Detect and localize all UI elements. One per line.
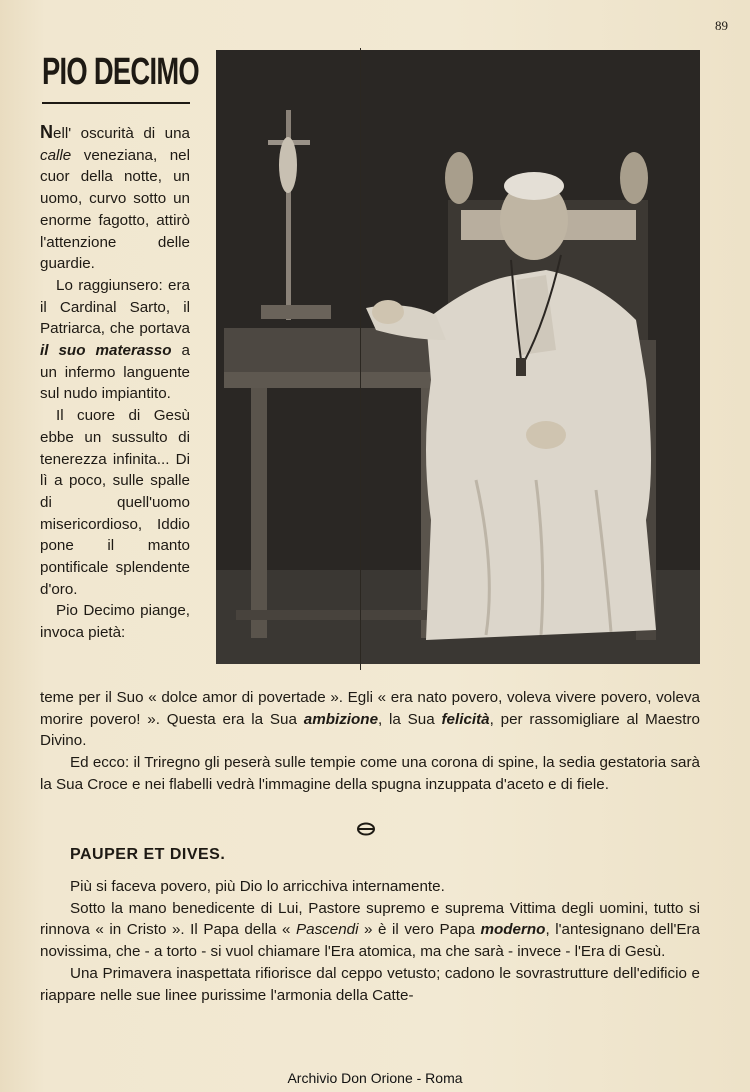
paragraph-3: Il cuore di Gesù ebbe un sussulto di tenerezza infinita... Di lì a poco, sulle spalle di quell'uomo misericordioso, Iddio pone il manto pontificale splendente d'oro. [40, 407, 190, 598]
narrow-column-text [40, 122, 190, 644]
paragraph-5: Ed ecco: il Triregno gli peserà sulle tempie come una corona di spine, la sedia gestatoria sarà la Sua Croce e nei flabelli vedrà l'immagine della spugna inzuppata d'aceto e di fiele. [40, 754, 700, 793]
paragraph-4-start: Pio Decimo piange, invoca pietà: [40, 602, 190, 642]
drop-cap: N [40, 122, 53, 142]
title-underline [42, 102, 190, 104]
page-number: 89 [715, 18, 728, 33]
full-width-text-upper [40, 687, 700, 796]
paragraph-8: Una Primavera inaspettata rifiorisce dal ceppo vetusto; cadono le sovrastrutture dell'edificio e riappare nelle sue linee purissime l'armonia della Catte- [40, 964, 700, 1004]
paragraph-7: Sotto la mano benedicente di Lui, Pastore supremo e suprema Vittima degli uomini, tutto si rinnova « in Cristo ». Il Papa della « Pascendi » è il vero Papa moderno, l'antesignano dell'Era novissima, che - a torto - si vuol chiamare l'Era atomica, ma che sarà - invece - l'Era di Gesù. [40, 899, 700, 961]
section-ornament-icon [356, 822, 376, 836]
scan-fold-line [360, 48, 361, 670]
paragraph-4-continued: teme per il Suo « dolce amor di povertade ». Egli « era nato povero, voleva vivere povero, voleva morire povero! ». Questa era la Sua ambizione, la Sua felicità, per rassomigliare al Maestro Divino. [40, 689, 701, 750]
paragraph-1: Nell' oscurità di una calle veneziana, nel cuor della notte, un uomo, curvo sotto un enorme fagotto, attirò l'attenzione delle guardie. [40, 122, 190, 273]
article-title: PIO DECIMO [42, 51, 199, 93]
paragraph-2: Lo raggiunsero: era il Cardinal Sarto, il Patriarca, che portava il suo materasso a un infermo languente sul nudo impiantito. [40, 276, 190, 403]
full-width-text-lower [40, 876, 700, 1006]
paragraph-6: Più si faceva povero, più Dio lo arricchiva internamente. [70, 878, 445, 895]
section-heading: PAUPER ET DIVES. [70, 846, 226, 863]
archive-credit: Archivio Don Orione - Roma [287, 1070, 463, 1086]
portrait-photo [216, 50, 700, 664]
